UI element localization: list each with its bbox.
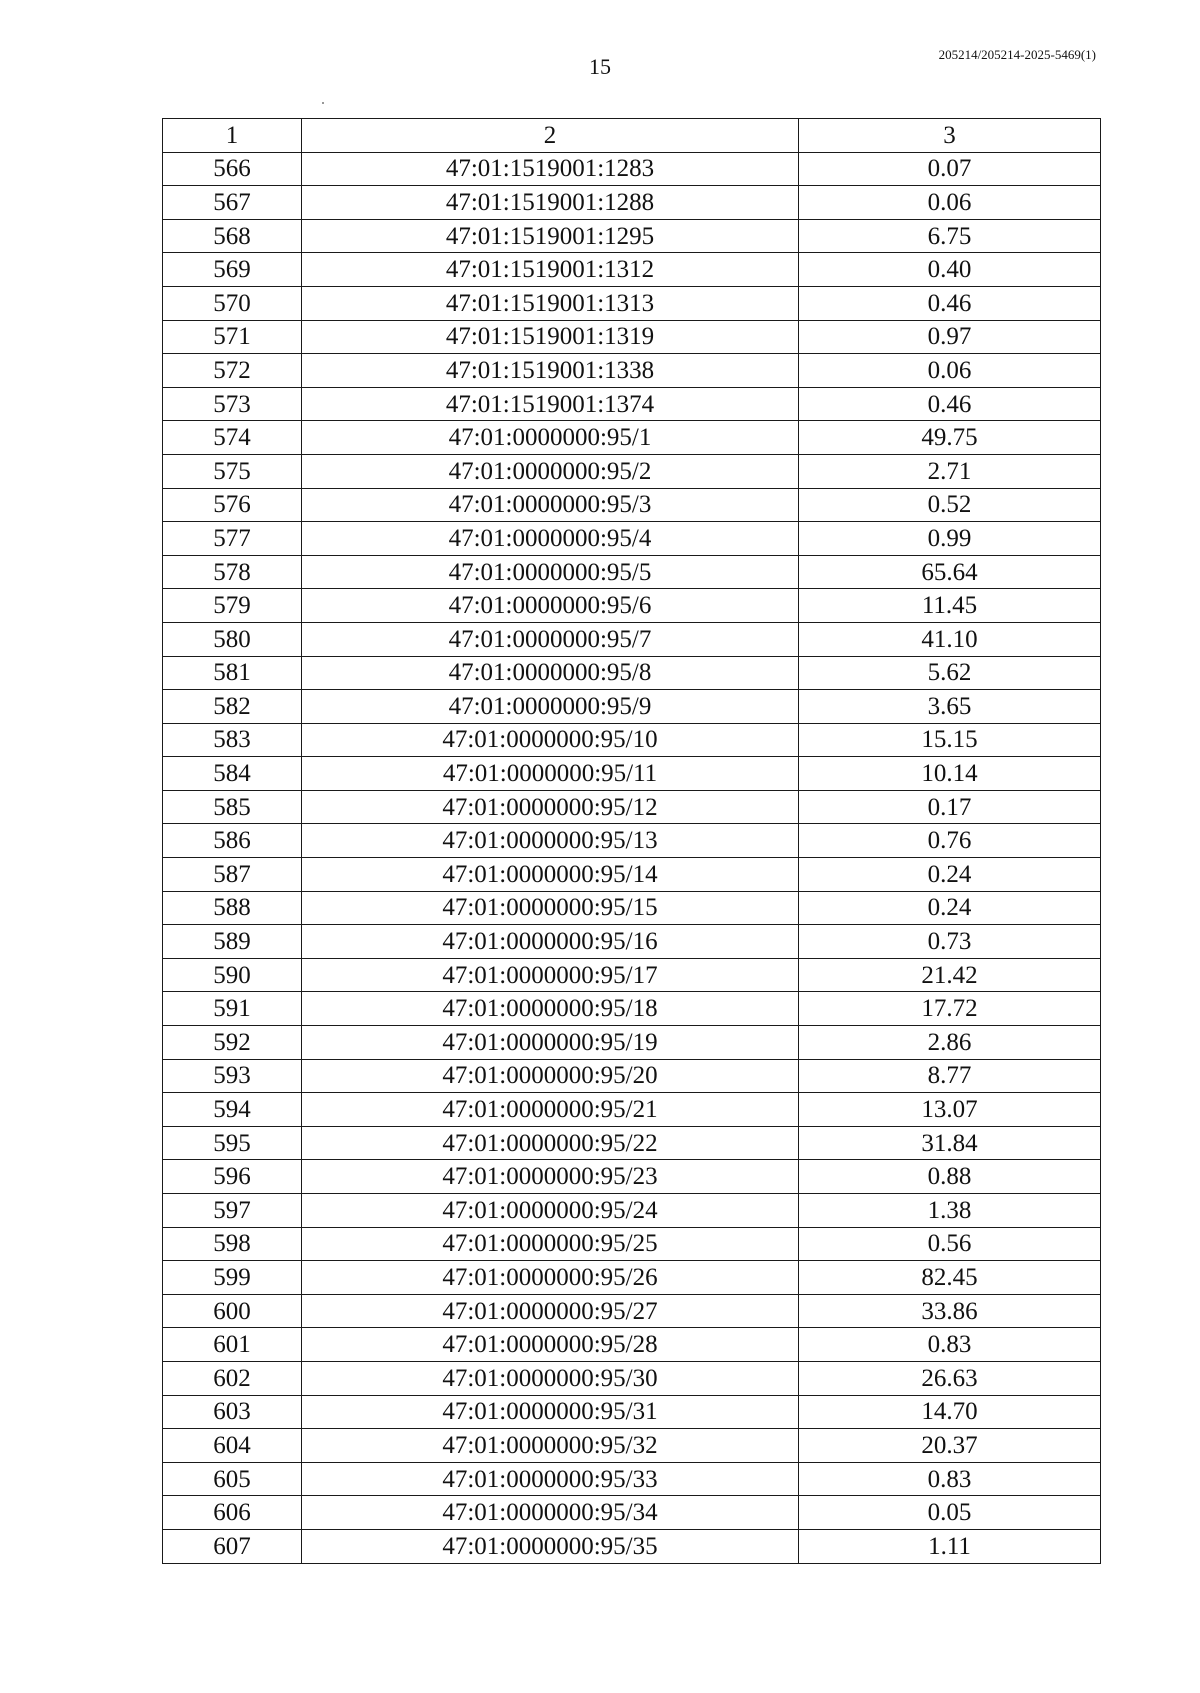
table-row — [163, 1160, 1101, 1194]
table-row — [163, 320, 1101, 354]
value-cell: 15.15 — [799, 723, 1101, 757]
value-cell: 1.11 — [799, 1529, 1101, 1563]
row-number-cell: 587 — [163, 858, 302, 892]
cadastral-number-cell: 47:01:0000000:95/3 — [302, 488, 799, 522]
cadastral-number-cell: 47:01:0000000:95/11 — [302, 757, 799, 791]
cadastral-number-cell: 47:01:0000000:95/1 — [302, 421, 799, 455]
table-row — [163, 387, 1101, 421]
cadastral-number-cell: 47:01:0000000:95/31 — [302, 1395, 799, 1429]
table-row — [163, 1429, 1101, 1463]
value-cell: 0.46 — [799, 387, 1101, 421]
value-cell: 3.65 — [799, 690, 1101, 724]
table-row — [163, 1328, 1101, 1362]
cadastral-number-cell: 47:01:0000000:95/18 — [302, 992, 799, 1026]
table-row — [163, 757, 1101, 791]
value-cell: 8.77 — [799, 1059, 1101, 1093]
row-number-cell: 601 — [163, 1328, 302, 1362]
cadastral-number-cell: 47:01:1519001:1319 — [302, 320, 799, 354]
cadastral-number-cell: 47:01:0000000:95/30 — [302, 1361, 799, 1395]
column-header-2: 2 — [302, 119, 799, 153]
value-cell: 31.84 — [799, 1126, 1101, 1160]
row-number-cell: 578 — [163, 555, 302, 589]
table-row — [163, 1395, 1101, 1429]
table-row — [163, 1529, 1101, 1563]
cadastral-number-cell: 47:01:1519001:1288 — [302, 186, 799, 220]
table-row — [163, 1093, 1101, 1127]
table-row — [163, 152, 1101, 186]
table-row — [163, 1194, 1101, 1228]
value-cell: 2.86 — [799, 1026, 1101, 1060]
row-number-cell: 607 — [163, 1529, 302, 1563]
cadastral-number-cell: 47:01:0000000:95/19 — [302, 1026, 799, 1060]
row-number-cell: 594 — [163, 1093, 302, 1127]
row-number-cell: 590 — [163, 958, 302, 992]
row-number-cell: 599 — [163, 1261, 302, 1295]
page-number: 15 — [589, 54, 611, 79]
table-row — [163, 790, 1101, 824]
table-body — [163, 152, 1101, 1563]
value-cell: 0.73 — [799, 925, 1101, 959]
cadastral-number-cell: 47:01:0000000:95/9 — [302, 690, 799, 724]
row-number-cell: 595 — [163, 1126, 302, 1160]
cadastral-number-cell: 47:01:0000000:95/7 — [302, 622, 799, 656]
row-number-cell: 602 — [163, 1361, 302, 1395]
table-row — [163, 522, 1101, 556]
value-cell: 10.14 — [799, 757, 1101, 791]
table-row — [163, 454, 1101, 488]
cadastral-number-cell: 47:01:0000000:95/27 — [302, 1294, 799, 1328]
table-row — [163, 354, 1101, 388]
table-row — [163, 589, 1101, 623]
row-number-cell: 583 — [163, 723, 302, 757]
table-row — [163, 253, 1101, 287]
cadastral-number-cell: 47:01:1519001:1295 — [302, 219, 799, 253]
value-cell: 0.24 — [799, 858, 1101, 892]
value-cell: 65.64 — [799, 555, 1101, 589]
value-cell: 0.56 — [799, 1227, 1101, 1261]
table-row — [163, 690, 1101, 724]
header-row — [163, 119, 1101, 153]
cadastral-number-cell: 47:01:0000000:95/12 — [302, 790, 799, 824]
cadastral-number-cell: 47:01:0000000:95/20 — [302, 1059, 799, 1093]
row-number-cell: 597 — [163, 1194, 302, 1228]
cadastral-number-cell: 47:01:1519001:1338 — [302, 354, 799, 388]
row-number-cell: 596 — [163, 1160, 302, 1194]
row-number-cell: 586 — [163, 824, 302, 858]
value-cell: 26.63 — [799, 1361, 1101, 1395]
table-row — [163, 824, 1101, 858]
table-row — [163, 555, 1101, 589]
value-cell: 0.46 — [799, 286, 1101, 320]
value-cell: 14.70 — [799, 1395, 1101, 1429]
value-cell: 0.88 — [799, 1160, 1101, 1194]
value-cell: 41.10 — [799, 622, 1101, 656]
value-cell: 0.05 — [799, 1496, 1101, 1530]
value-cell: 82.45 — [799, 1261, 1101, 1295]
value-cell: 0.97 — [799, 320, 1101, 354]
table-row — [163, 1361, 1101, 1395]
row-number-cell: 582 — [163, 690, 302, 724]
value-cell: 49.75 — [799, 421, 1101, 455]
table-row — [163, 622, 1101, 656]
value-cell: 0.83 — [799, 1328, 1101, 1362]
row-number-cell: 580 — [163, 622, 302, 656]
cadastral-number-cell: 47:01:0000000:95/16 — [302, 925, 799, 959]
value-cell: 0.99 — [799, 522, 1101, 556]
row-number-cell: 598 — [163, 1227, 302, 1261]
table-row — [163, 891, 1101, 925]
value-cell: 0.17 — [799, 790, 1101, 824]
table-header — [163, 119, 1101, 153]
value-cell: 0.40 — [799, 253, 1101, 287]
row-number-cell: 571 — [163, 320, 302, 354]
value-cell: 11.45 — [799, 589, 1101, 623]
value-cell: 21.42 — [799, 958, 1101, 992]
table-row — [163, 1227, 1101, 1261]
row-number-cell: 589 — [163, 925, 302, 959]
cadastral-number-cell: 47:01:0000000:95/22 — [302, 1126, 799, 1160]
cadastral-number-cell: 47:01:0000000:95/24 — [302, 1194, 799, 1228]
row-number-cell: 591 — [163, 992, 302, 1026]
row-number-cell: 592 — [163, 1026, 302, 1060]
table-row — [163, 1059, 1101, 1093]
row-number-cell: 604 — [163, 1429, 302, 1463]
table-row — [163, 1026, 1101, 1060]
row-number-cell: 593 — [163, 1059, 302, 1093]
row-number-cell: 603 — [163, 1395, 302, 1429]
cadastral-number-cell: 47:01:0000000:95/2 — [302, 454, 799, 488]
cadastral-number-cell: 47:01:1519001:1312 — [302, 253, 799, 287]
document-reference: 205214/205214-2025-5469(1) — [938, 47, 1096, 62]
row-number-cell: 573 — [163, 387, 302, 421]
value-cell: 20.37 — [799, 1429, 1101, 1463]
value-cell: 6.75 — [799, 219, 1101, 253]
table-row — [163, 925, 1101, 959]
row-number-cell: 568 — [163, 219, 302, 253]
table-row — [163, 1126, 1101, 1160]
data-table — [162, 118, 1101, 1564]
cadastral-number-cell: 47:01:0000000:95/4 — [302, 522, 799, 556]
cadastral-number-cell: 47:01:0000000:95/32 — [302, 1429, 799, 1463]
cadastral-number-cell: 47:01:0000000:95/10 — [302, 723, 799, 757]
table-row — [163, 1462, 1101, 1496]
value-cell: 1.38 — [799, 1194, 1101, 1228]
cadastral-number-cell: 47:01:0000000:95/33 — [302, 1462, 799, 1496]
table-row — [163, 723, 1101, 757]
cadastral-number-cell: 47:01:0000000:95/5 — [302, 555, 799, 589]
row-number-cell: 570 — [163, 286, 302, 320]
row-number-cell: 569 — [163, 253, 302, 287]
value-cell: 0.06 — [799, 186, 1101, 220]
table-row — [163, 1261, 1101, 1295]
cadastral-number-cell: 47:01:1519001:1283 — [302, 152, 799, 186]
row-number-cell: 605 — [163, 1462, 302, 1496]
table-row — [163, 858, 1101, 892]
value-cell: 0.76 — [799, 824, 1101, 858]
row-number-cell: 574 — [163, 421, 302, 455]
table-row — [163, 186, 1101, 220]
value-cell: 0.24 — [799, 891, 1101, 925]
cadastral-number-cell: 47:01:0000000:95/14 — [302, 858, 799, 892]
cadastral-number-cell: 47:01:0000000:95/17 — [302, 958, 799, 992]
table-row — [163, 656, 1101, 690]
cadastral-number-cell: 47:01:0000000:95/26 — [302, 1261, 799, 1295]
table-row — [163, 1294, 1101, 1328]
row-number-cell: 576 — [163, 488, 302, 522]
cadastral-number-cell: 47:01:0000000:95/25 — [302, 1227, 799, 1261]
column-header-1: 1 — [163, 119, 302, 153]
table-row — [163, 286, 1101, 320]
row-number-cell: 567 — [163, 186, 302, 220]
value-cell: 17.72 — [799, 992, 1101, 1026]
cadastral-number-cell: 47:01:1519001:1313 — [302, 286, 799, 320]
value-cell: 5.62 — [799, 656, 1101, 690]
cadastral-number-cell: 47:01:0000000:95/15 — [302, 891, 799, 925]
table-row — [163, 1496, 1101, 1530]
value-cell: 0.83 — [799, 1462, 1101, 1496]
row-number-cell: 579 — [163, 589, 302, 623]
value-cell: 2.71 — [799, 454, 1101, 488]
table-row — [163, 421, 1101, 455]
cadastral-number-cell: 47:01:0000000:95/13 — [302, 824, 799, 858]
value-cell: 33.86 — [799, 1294, 1101, 1328]
row-number-cell: 600 — [163, 1294, 302, 1328]
row-number-cell: 572 — [163, 354, 302, 388]
table-row — [163, 958, 1101, 992]
row-number-cell: 606 — [163, 1496, 302, 1530]
row-number-cell: 566 — [163, 152, 302, 186]
cadastral-number-cell: 47:01:0000000:95/8 — [302, 656, 799, 690]
table-row — [163, 219, 1101, 253]
cadastral-number-cell: 47:01:0000000:95/23 — [302, 1160, 799, 1194]
table-row — [163, 488, 1101, 522]
row-number-cell: 581 — [163, 656, 302, 690]
row-number-cell: 584 — [163, 757, 302, 791]
cadastral-number-cell: 47:01:0000000:95/35 — [302, 1529, 799, 1563]
value-cell: 0.06 — [799, 354, 1101, 388]
value-cell: 0.07 — [799, 152, 1101, 186]
cadastral-number-cell: 47:01:0000000:95/34 — [302, 1496, 799, 1530]
cadastral-number-cell: 47:01:1519001:1374 — [302, 387, 799, 421]
cadastral-number-cell: 47:01:0000000:95/6 — [302, 589, 799, 623]
cadastral-number-cell: 47:01:0000000:95/21 — [302, 1093, 799, 1127]
value-cell: 0.52 — [799, 488, 1101, 522]
table-row — [163, 992, 1101, 1026]
row-number-cell: 577 — [163, 522, 302, 556]
scan-speck — [322, 102, 324, 104]
row-number-cell: 585 — [163, 790, 302, 824]
row-number-cell: 575 — [163, 454, 302, 488]
value-cell: 13.07 — [799, 1093, 1101, 1127]
cadastral-number-cell: 47:01:0000000:95/28 — [302, 1328, 799, 1362]
row-number-cell: 588 — [163, 891, 302, 925]
column-header-3: 3 — [799, 119, 1101, 153]
